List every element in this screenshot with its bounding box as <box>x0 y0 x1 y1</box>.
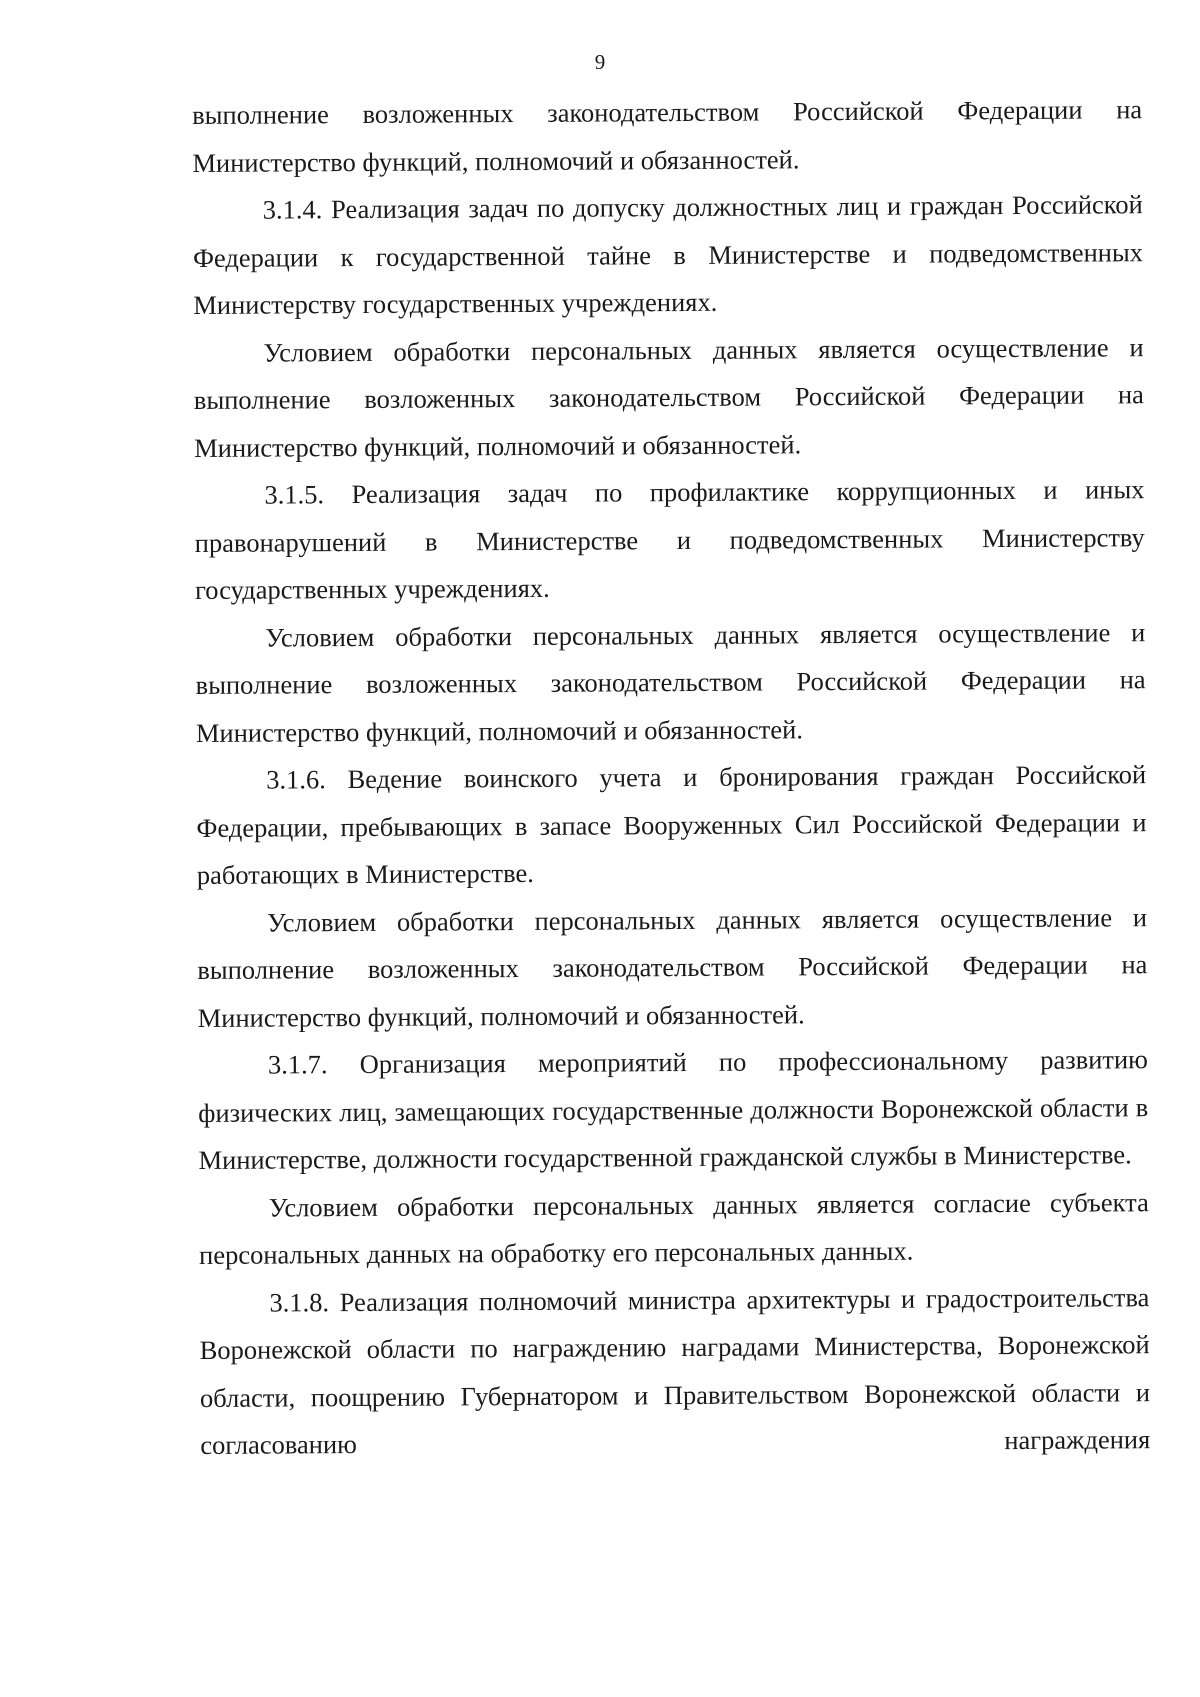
paragraph-condition-3-1-6: Условием обработки персональных данных является осуществление и выполнение возложенных законодательством Российской Федерации на Министерство функций, полномочий и обязанностей. <box>197 901 1148 1033</box>
paragraph-condition-3-1-7: Условием обработки персональных данных является согласие субъекта персональных данных на обработку его персональных данных. <box>199 1186 1149 1270</box>
paragraph-condition-3-1-5: Условием обработки персональных данных является осуществление и выполнение возложенных законодательством Российской Федерации на Министерство функций, полномочий и обязанностей. <box>195 616 1146 748</box>
document-body <box>192 86 1150 1469</box>
paragraph-continuation: выполнение возложенных законодательством Российской Федерации на Министерство функций, полномочий и обязанностей. <box>192 94 1143 178</box>
paragraph-3-1-7: 3.1.7. Организация мероприятий по профессиональному развитию физических лиц, замещающих государственные должности Воронежской области в Министерстве, должности государственной гражданской службы в Министерстве. <box>198 1044 1149 1175</box>
paragraph-3-1-4: 3.1.4. Реализация задач по допуску должностных лиц и граждан Российской Федерации к государственной тайне в Министерстве и подведомственных Министерству государственных учреждениях. <box>192 189 1144 320</box>
paragraph-3-1-5: 3.1.5. Реализация задач по профилактике коррупционных и иных правонарушений в Министерстве и подведомственных Министерству государственных учреждениях. <box>194 474 1145 605</box>
paragraph-condition-3-1-4: Условием обработки персональных данных является осуществление и выполнение возложенных законодательством Российской Федерации на Министерство функций, полномочий и обязанностей. <box>193 331 1144 463</box>
paragraph-3-1-6: 3.1.6. Ведение воинского учета и бронирования граждан Российской Федерации, пребывающих в запасе Вооруженных Сил Российской Федерации и работающих в Министерстве. <box>196 759 1147 890</box>
paragraph-3-1-8: 3.1.8. Реализация полномочий министра архитектуры и градостроительства Воронежской области по награждению наградами Министерства, Воронежской области, поощрению Губернатором и Правительством Воронежской области и согласованию награждения <box>199 1281 1151 1460</box>
page-number: 9 <box>594 50 606 74</box>
